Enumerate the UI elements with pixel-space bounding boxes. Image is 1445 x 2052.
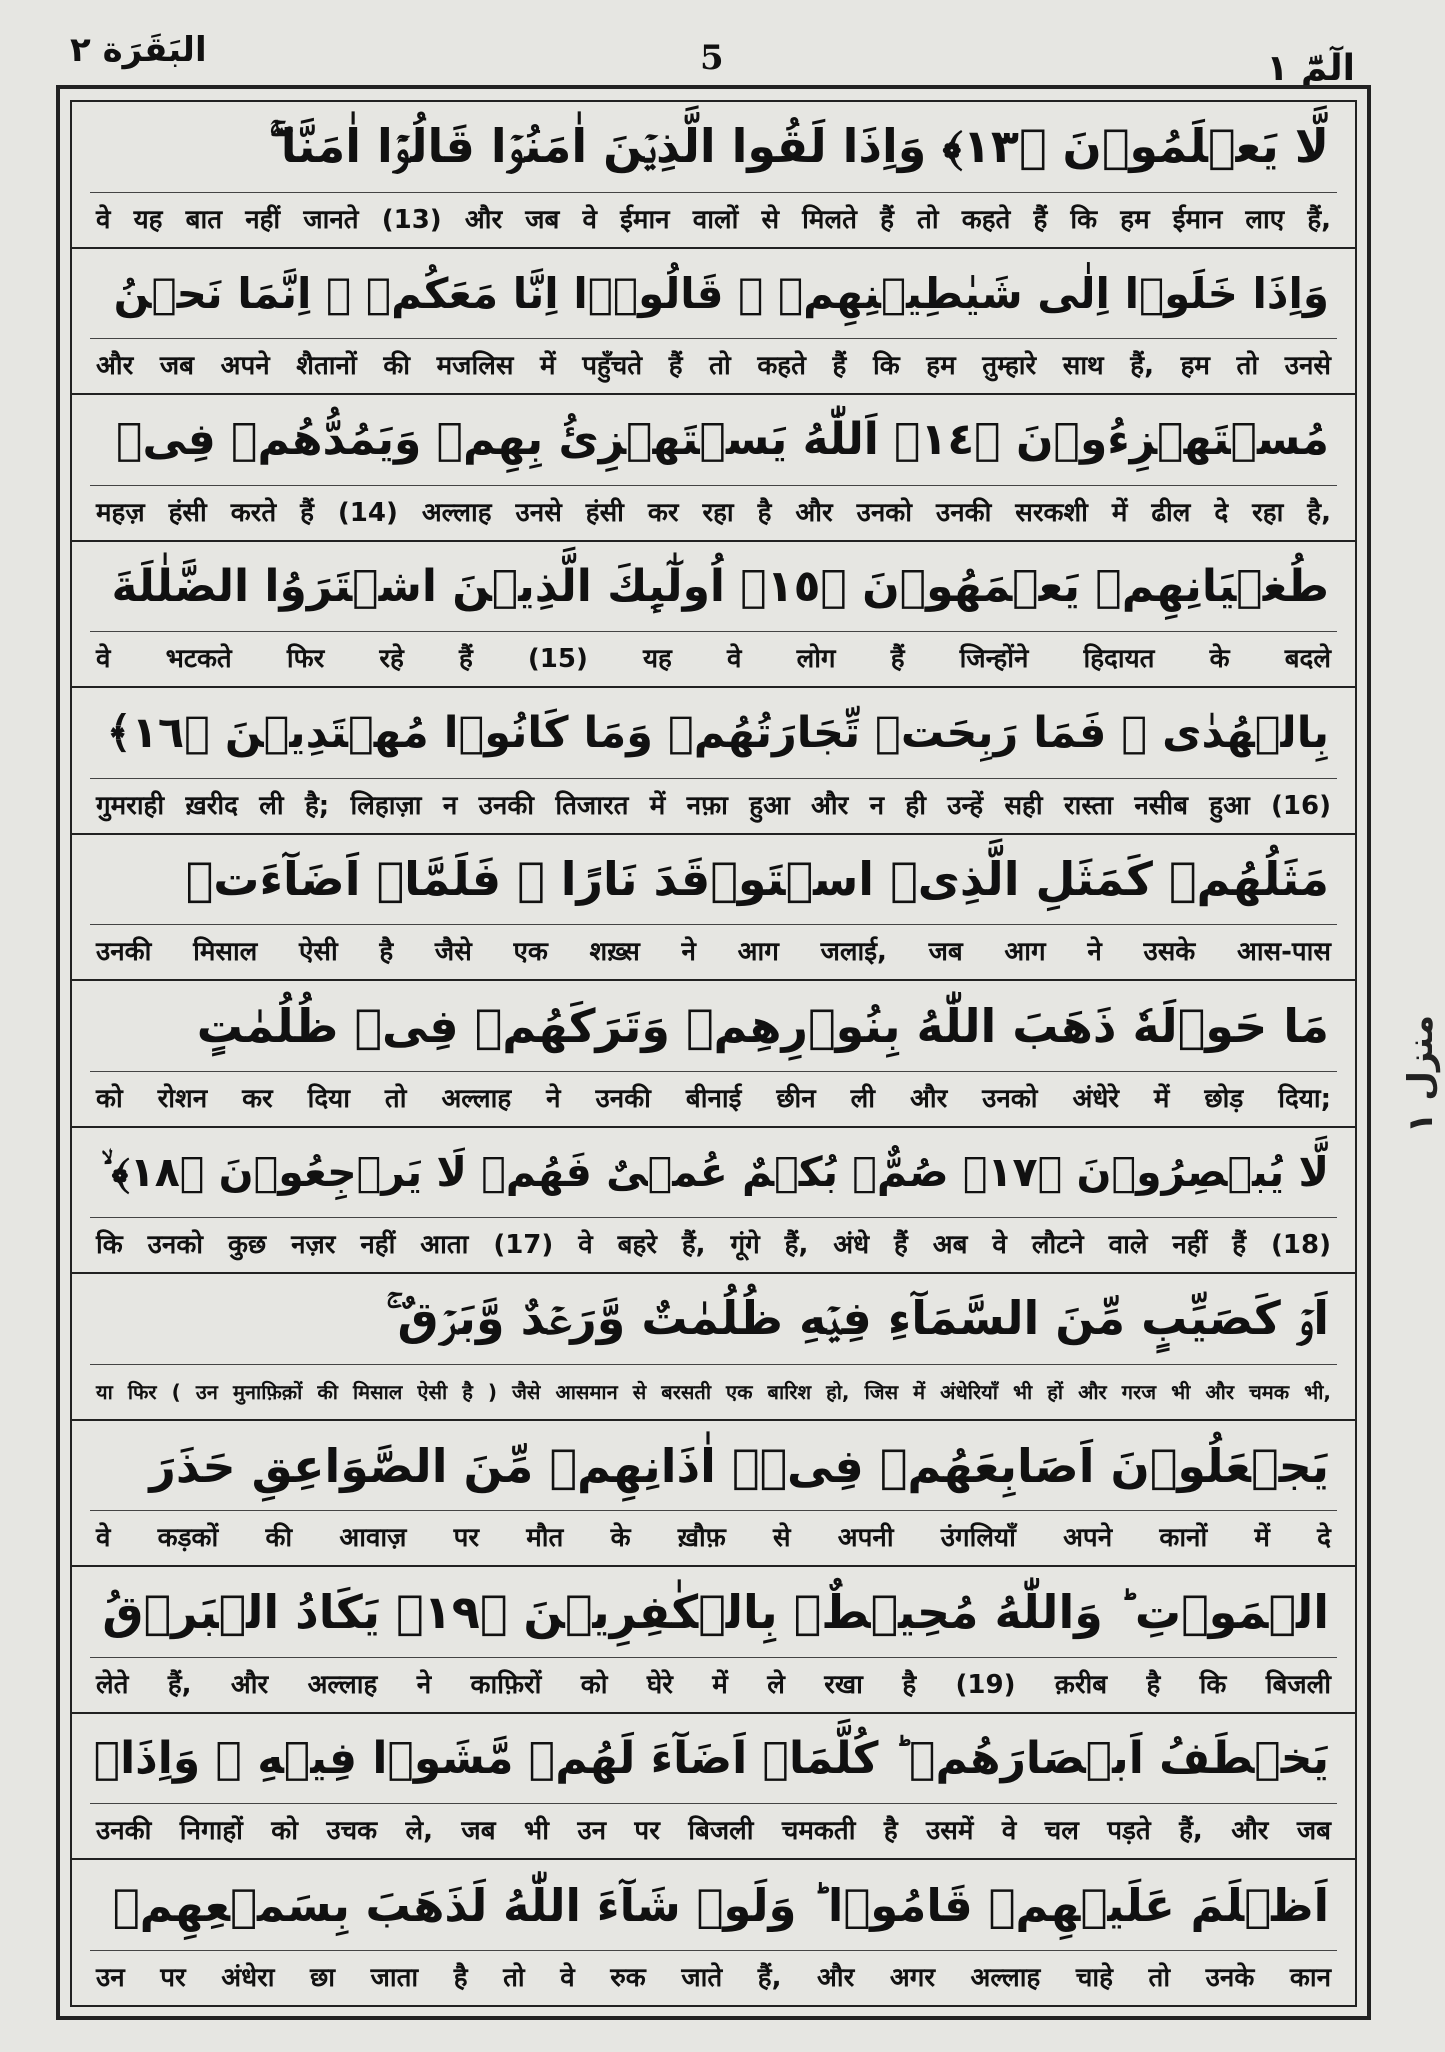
arabic-line: اَظۡلَمَ عَلَيۡهِمۡ قَامُوۡا ؕ وَلَوۡ شَآءَ اللّٰهُ لَذَهَبَ بِسَمۡعِهِمۡ bbox=[90, 1860, 1337, 1951]
verse-block bbox=[72, 835, 1355, 982]
arabic-line: مَا حَوۡلَهٗ ذَهَبَ اللّٰهُ بِنُوۡرِهِمۡ وَتَرَكَهُمۡ فِىۡ ظُلُمٰتٍ bbox=[90, 981, 1337, 1072]
hindi-translation: लेते हैं, और अल्लाह ने काफ़िरों को घेरे में ले रखा है (19) क़रीब है कि बिजली bbox=[96, 1669, 1331, 1700]
verse-block bbox=[72, 1128, 1355, 1275]
verse-block bbox=[72, 542, 1355, 689]
verse-block bbox=[72, 1714, 1355, 1861]
manzil-label: منزل ١ bbox=[1401, 1015, 1441, 1134]
arabic-line: الۡمَوۡتِ ؕ وَاللّٰهُ مُحِيۡطٌۢ بِالۡكٰفِرِيۡنَ ﴿١٩﴾ يَكَادُ الۡبَرۡقُ bbox=[90, 1567, 1337, 1658]
verse-block bbox=[72, 249, 1355, 396]
page-number: 5 bbox=[700, 38, 724, 78]
page-header bbox=[0, 0, 1445, 90]
verse-block bbox=[72, 981, 1355, 1128]
arabic-line: وَاِذَا خَلَوۡا اِلٰى شَيٰطِيۡنِهِمۡ ۙ قَالُوۡۤا اِنَّا مَعَكُمۡ ۙ اِنَّمَا نَحۡنُ bbox=[90, 249, 1337, 340]
hindi-translation: महज़ हंसी करते हैं (14) अल्लाह उनसे हंसी कर रहा है और उनको उनकी सरकशी में ढील दे रहा है, bbox=[96, 497, 1331, 528]
verse-block bbox=[72, 1860, 1355, 2005]
juz-name: الٓمّٓ ١ bbox=[1266, 48, 1355, 89]
hindi-translation: उन पर अंधेरा छा जाता है तो वे रुक जाते हैं, और अगर अल्लाह चाहे तो उनके कान bbox=[96, 1962, 1331, 1993]
hindi-translation: उनकी निगाहों को उचक ले, जब भी उन पर बिजली चमकती है उसमें वे चल पड़ते हैं, और जब bbox=[96, 1816, 1331, 1847]
verse-block bbox=[72, 1421, 1355, 1568]
hindi-translation: गुमराही ख़रीद ली है; लिहाज़ा न उनकी तिजारत में नफ़ा हुआ और न ही उन्हें सही रास्ता नसीब हुआ (16) bbox=[96, 790, 1331, 821]
verse-block bbox=[72, 102, 1355, 249]
arabic-line: مَثَلُهُمۡ كَمَثَلِ الَّذِىۡ اسۡتَوۡقَدَ نَارًا ۚ فَلَمَّاۤ اَضَآءَتۡ bbox=[90, 835, 1337, 926]
hindi-translation: और जब अपने शैतानों की मजलिस में पहुँचते हैं तो कहते हैं कि हम तुम्हारे साथ हैं, हम तो उनसे bbox=[96, 351, 1331, 382]
verse-block bbox=[72, 688, 1355, 835]
hindi-translation: वे कड़कों की आवाज़ पर मौत के ख़ौफ़ से अपनी उंगलियाँ अपने कानों में दे bbox=[96, 1523, 1331, 1554]
arabic-line: اَوۡ كَصَيِّبٍ مِّنَ السَّمَآءِ فِيۡهِ ظُلُمٰتٌ وَّرَعۡدٌ وَّبَرۡقٌ ۚ bbox=[90, 1274, 1337, 1365]
hindi-translation: को रोशन कर दिया तो अल्लाह ने उनकी बीनाई छीन ली और उनको अंधेरे में छोड़ दिया; bbox=[96, 1083, 1331, 1114]
arabic-line: يَجۡعَلُوۡنَ اَصَابِعَهُمۡ فِىۡۤ اٰذَانِهِمۡ مِّنَ الصَّوَاعِقِ حَذَرَ bbox=[90, 1421, 1337, 1512]
hindi-translation: वे यह बात नहीं जानते (13) और जब वे ईमान वालों से मिलते हैं तो कहते हैं कि हम ईमान लाए हैं, bbox=[96, 204, 1331, 235]
verse-block bbox=[72, 395, 1355, 542]
verse-block bbox=[72, 1274, 1355, 1421]
arabic-line: لَّا يُبۡصِرُوۡنَ ﴿١٧﴾ صُمٌّۢ بُكۡمٌ عُمۡىٌ فَهُمۡ لَا يَرۡجِعُوۡنَ ﴿١٨﴾ ۙ bbox=[90, 1128, 1337, 1219]
hindi-translation: वे भटकते फिर रहे हैं (15) यह वे लोग हैं जिन्होंने हिदायत के बदले bbox=[96, 644, 1331, 675]
verse-block bbox=[72, 1567, 1355, 1714]
hindi-translation: कि उनको कुछ नज़र नहीं आता (17) वे बहरे हैं, गूंगे हैं, अंधे हैं अब वे लौटने वाले नहीं हैं (18) bbox=[96, 1230, 1331, 1261]
text-frame bbox=[70, 100, 1357, 2007]
arabic-line: طُغۡيَانِهِمۡ يَعۡمَهُوۡنَ ﴿١٥﴾ اُولٰٓٮِٕكَ الَّذِيۡنَ اشۡتَرَوُا الضَّلٰلَةَ bbox=[90, 542, 1337, 633]
arabic-line: يَخۡطَفُ اَبۡصَارَهُمۡ ؕ كُلَّمَاۤ اَضَآءَ لَهُمۡ مَّشَوۡا فِيۡهِ ۙ وَاِذَاۤ bbox=[90, 1714, 1337, 1805]
arabic-line: بِالۡهُدٰى ۖ فَمَا رَبِحَتۡ تِّجَارَتُهُمۡ وَمَا كَانُوۡا مُهۡتَدِيۡنَ ﴿١٦﴾ bbox=[90, 688, 1337, 779]
hindi-translation: या फिर ( उन मुनाफ़िक़ों की मिसाल ऐसी है ) जैसे आसमान से बरसती एक बारिश हो, जिस में अंधेरियाँ भी हों और गरज भी और चमक भी, bbox=[96, 1379, 1331, 1404]
surah-name: البَقَرَة ٢ bbox=[70, 30, 207, 70]
arabic-line: مُسۡتَهۡزِءُوۡنَ ﴿١٤﴾ اَللّٰهُ يَسۡتَهۡزِئُ بِهِمۡ وَيَمُدُّهُمۡ فِىۡ bbox=[90, 395, 1337, 486]
hindi-translation: उनकी मिसाल ऐसी है जैसे एक शख़्स ने आग जलाई, जब आग ने उसके आस-पास bbox=[96, 937, 1331, 968]
arabic-line: لَّا يَعۡلَمُوۡنَ ﴿١٣﴾ وَاِذَا لَقُوا الَّذِيۡنَ اٰمَنُوۡا قَالُوۡۤا اٰمَنَّا ۖۚ bbox=[90, 102, 1337, 193]
